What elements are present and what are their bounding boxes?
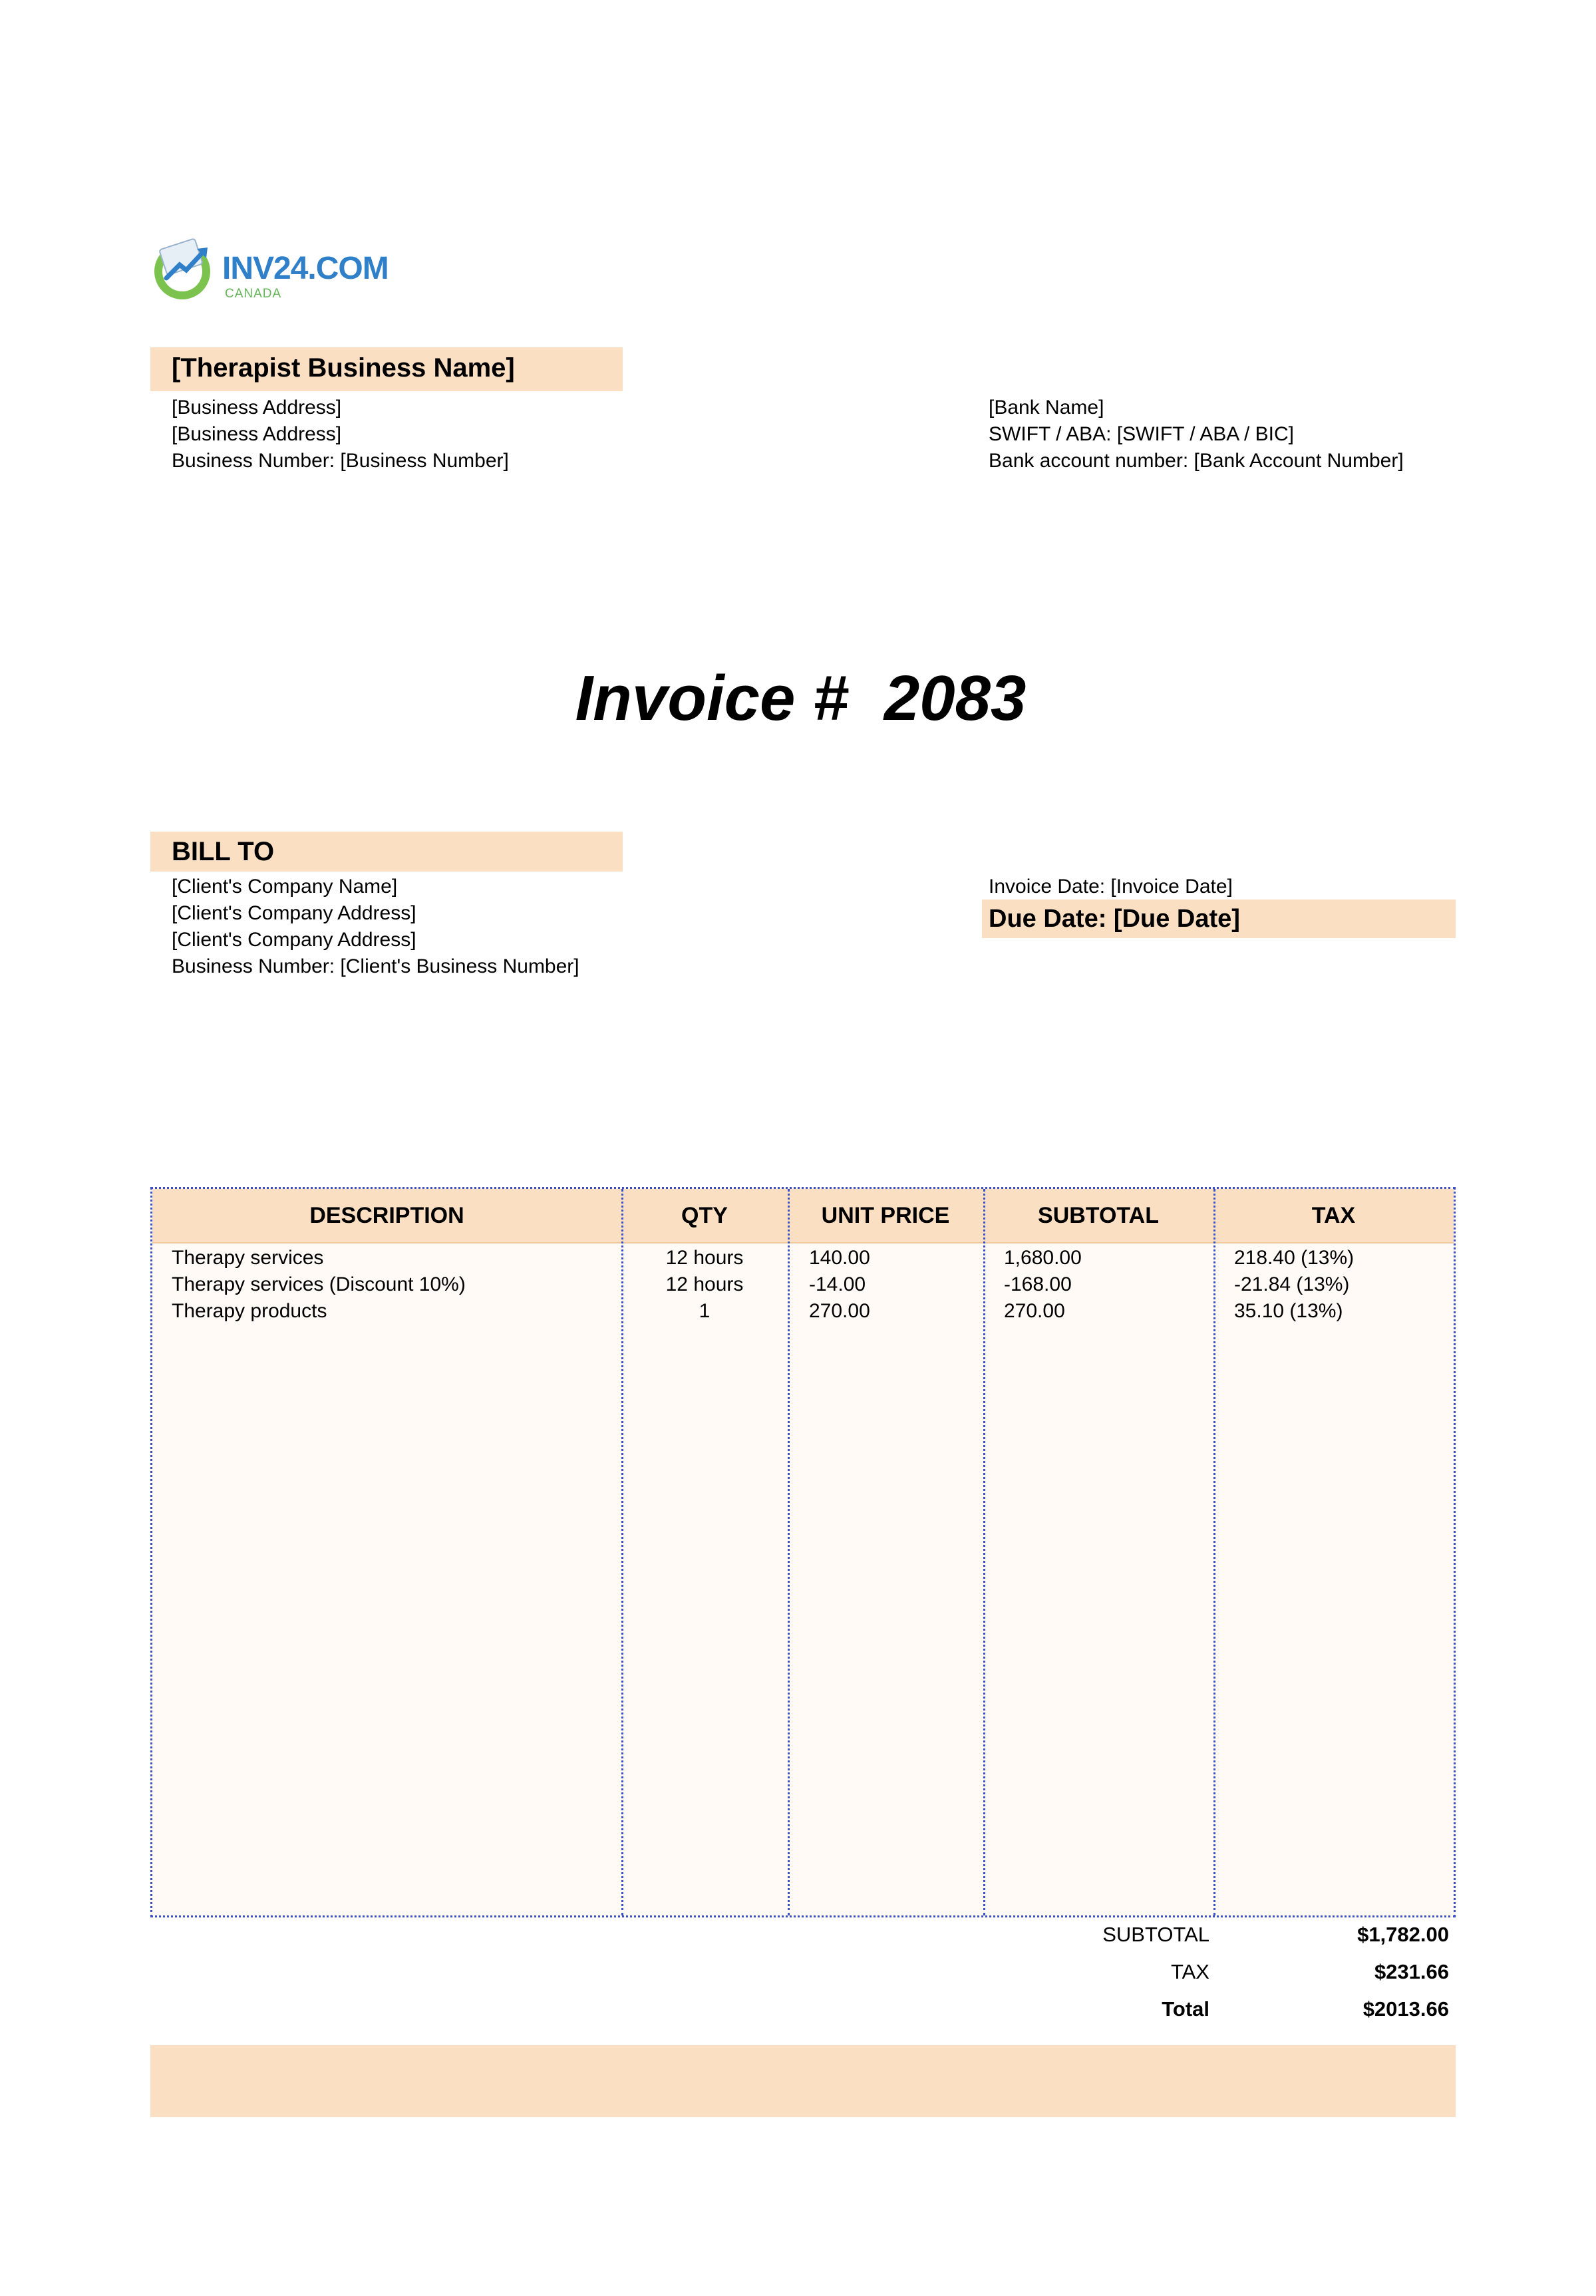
table-row-3-qty: 1 bbox=[699, 1300, 711, 1322]
header-description: DESCRIPTION bbox=[309, 1203, 464, 1228]
table-row-2-tax: -21.84 (13%) bbox=[1234, 1273, 1350, 1295]
logo-wordmark: INV24.COM bbox=[222, 251, 389, 286]
table-row-3-unit-price: 270.00 bbox=[809, 1300, 870, 1322]
subtotal-column bbox=[1004, 1245, 1082, 1325]
totals-total-label: Total bbox=[1162, 1997, 1209, 2021]
table-row-1-tax: 218.40 (13%) bbox=[1234, 1247, 1355, 1269]
bank-swift: SWIFT / ABA: [SWIFT / ABA / BIC] bbox=[989, 423, 1294, 445]
table-row-2-qty: 12 hours bbox=[665, 1273, 744, 1295]
header-tax: TAX bbox=[1311, 1203, 1356, 1228]
header-unit-price: UNIT PRICE bbox=[821, 1203, 950, 1228]
table-row-1-unit-price: 140.00 bbox=[809, 1247, 870, 1269]
client-address-2: [Client's Company Address] bbox=[172, 929, 416, 951]
table-row-2-unit-price: -14.00 bbox=[809, 1273, 866, 1295]
bank-name: [Bank Name] bbox=[989, 397, 1104, 418]
bank-details bbox=[989, 395, 1404, 474]
bank-account-number: Bank account number: [Bank Account Number] bbox=[989, 450, 1404, 472]
bill-to-heading: BILL TO bbox=[172, 837, 275, 866]
business-details bbox=[172, 395, 509, 474]
totals-tax-value: $231.66 bbox=[1374, 1960, 1449, 1983]
header-subtotal: SUBTOTAL bbox=[1038, 1203, 1159, 1228]
business-number: Business Number: [Business Number] bbox=[172, 450, 509, 472]
business-name: [Therapist Business Name] bbox=[172, 353, 515, 383]
qty-column bbox=[621, 1245, 788, 1325]
invoice-title bbox=[0, 660, 1596, 737]
totals-total-value: $2013.66 bbox=[1362, 1997, 1449, 2021]
table-row-2-description: Therapy services (Discount 10%) bbox=[172, 1273, 466, 1295]
totals-subtotal-label: SUBTOTAL bbox=[1102, 1923, 1209, 1946]
invoice-title-prefix: Invoice # bbox=[575, 663, 849, 734]
totals-subtotal-value: $1,782.00 bbox=[1357, 1923, 1449, 1946]
client-company-name: [Client's Company Name] bbox=[172, 876, 398, 898]
table-row-1-qty: 12 hours bbox=[665, 1247, 744, 1269]
header-qty: QTY bbox=[681, 1203, 728, 1228]
table-row-1-subtotal: 1,680.00 bbox=[1004, 1247, 1082, 1269]
totals-tax-label: TAX bbox=[1171, 1960, 1209, 1983]
description-column bbox=[172, 1245, 466, 1325]
column-divider bbox=[983, 1189, 985, 1915]
footer-band bbox=[150, 2045, 1456, 2117]
line-items-table bbox=[150, 1187, 1456, 1917]
client-business-number: Business Number: [Client's Business Number] bbox=[172, 955, 579, 977]
table-row-1-description: Therapy services bbox=[172, 1247, 324, 1269]
column-divider bbox=[1213, 1189, 1215, 1915]
client-details bbox=[172, 874, 579, 980]
invoice-number: 2083 bbox=[883, 663, 1027, 734]
due-date: Due Date: [Due Date] bbox=[989, 905, 1240, 933]
invoice-date: Invoice Date: [Invoice Date] bbox=[989, 876, 1233, 898]
business-address-1: [Business Address] bbox=[172, 397, 342, 418]
table-row-3-tax: 35.10 (13%) bbox=[1234, 1300, 1343, 1322]
table-row-3-subtotal: 270.00 bbox=[1004, 1300, 1065, 1322]
logo-subtitle: CANADA bbox=[225, 287, 282, 301]
business-address-2: [Business Address] bbox=[172, 423, 342, 445]
tax-column bbox=[1234, 1245, 1354, 1325]
unit-price-column bbox=[809, 1245, 870, 1325]
table-row-3-description: Therapy products bbox=[172, 1300, 327, 1322]
table-row-2-subtotal: -168.00 bbox=[1004, 1273, 1072, 1295]
column-divider bbox=[788, 1189, 790, 1915]
logo-icon bbox=[150, 237, 217, 303]
company-logo bbox=[150, 237, 389, 306]
client-address-1: [Client's Company Address] bbox=[172, 902, 416, 924]
